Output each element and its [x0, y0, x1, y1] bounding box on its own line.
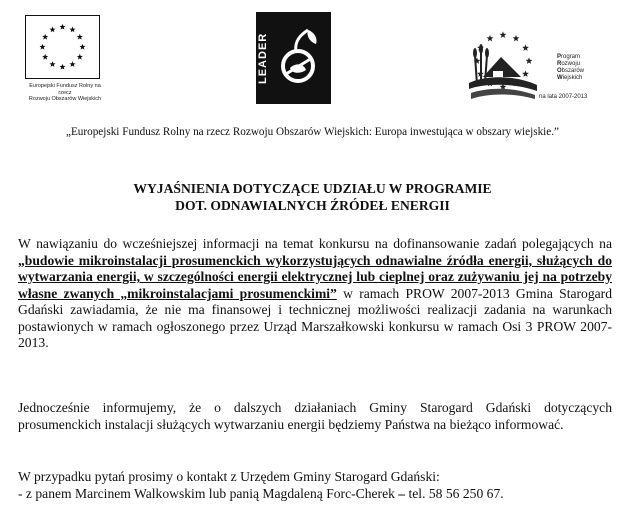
leader-text: LEADER: [257, 32, 269, 84]
leader-logo: [256, 12, 331, 104]
star-icon: [59, 24, 65, 30]
eu-flag-logo: [25, 15, 100, 79]
star-icon: [513, 35, 520, 42]
star-icon: [500, 31, 507, 38]
eu-stars-icon: [26, 16, 99, 78]
contact-persons: - z panem Marcinem Walkowskim lub panią Magdaleną Forc-Cherek: [18, 485, 399, 501]
star-icon: [59, 64, 65, 70]
prow-word-2: Rozwoju: [557, 61, 581, 67]
contact-details: [18, 486, 612, 503]
star-icon: [79, 44, 85, 50]
prow-word-4: Wiejskich: [557, 75, 583, 81]
prow-word-1: Program: [557, 54, 581, 60]
leader-emblem-icon: [256, 12, 331, 104]
star-icon: [77, 54, 83, 60]
star-icon: [522, 70, 529, 77]
paragraph-contact: [18, 469, 612, 502]
star-icon: [522, 44, 529, 51]
eu-caption: [25, 83, 105, 103]
prow-years: na lata 2007-2013: [539, 94, 588, 100]
title-line-2: DOT. ODNAWIALNYCH ŹRÓDEŁ ENERGII: [175, 198, 450, 213]
star-icon: [77, 34, 83, 40]
eu-caption-line2: Rozwoju Obszarów Wiejskich: [28, 96, 102, 102]
star-icon: [526, 57, 533, 64]
title-line-1: WYJAŚNIENIA DOTYCZĄCE UDZIAŁU W PROGRAMIE: [133, 181, 492, 196]
paragraph-announcement: [18, 236, 612, 352]
p1-rest: w ramach PROW 2007-2013 Gmina Starogard Gdański zawiadamia, że nie ma finansowej i technicznej możliwości realizacji zadania na warunkach postawionych w ramach ogłoszonego przez Urząd Marszałkowski konkursu w ramach Osi 3 PROW 2007-2013.: [18, 285, 612, 350]
contact-dash: –: [398, 485, 406, 501]
p1-intro: W nawiązaniu do wcześniejszej informacji na temat konkursu na dofinansowanie zadań polegających na: [18, 236, 612, 251]
prow-emblem-icon: [455, 25, 551, 105]
star-icon: [69, 61, 75, 67]
paragraph-further-info: Jednocześnie informujemy, że o dalszych działaniach Gminy Starogard Gdański dotyczących prosumenckich instalacji służących wytwarzaniu energii będziemy Państwa na bieżąco informować.: [18, 400, 612, 432]
contact-intro: W przypadku pytań prosimy o kontakt z Urzędem Gminy Starogard Gdański:: [18, 469, 440, 484]
star-icon: [39, 44, 45, 50]
star-icon: [49, 26, 55, 32]
star-icon: [42, 34, 48, 40]
star-icon: [42, 54, 48, 60]
prow-word-3: Obszarów: [557, 68, 585, 74]
contact-phone: tel. 58 56 250 67.: [405, 485, 504, 501]
p1-emphasis: „budowie mikroinstalacji prosumenckich wykorzystujących odnawialne źródła energii, służących do wytwarzania energii, w szczególności energii elektrycznej lub cieplnej oraz zużywaniu jej na potrzeby własne zwanych „mikroinstalacjami prosumenckimi”: [18, 252, 612, 301]
logo-bar: [0, 0, 625, 110]
eu-caption-line1: Europejski Fundusz Rolny na rzecz: [29, 83, 101, 96]
star-icon: [487, 35, 494, 42]
star-icon: [69, 26, 75, 32]
prow-logo: [455, 25, 551, 105]
motto: „Europejski Fundusz Rolny na rzecz Rozwoju Obszarów Wiejskich: Europa inwestująca w obszary wiejskie.”: [65, 126, 559, 138]
star-icon: [49, 61, 55, 67]
page-title: [0, 180, 625, 214]
prow-name: [557, 54, 584, 82]
